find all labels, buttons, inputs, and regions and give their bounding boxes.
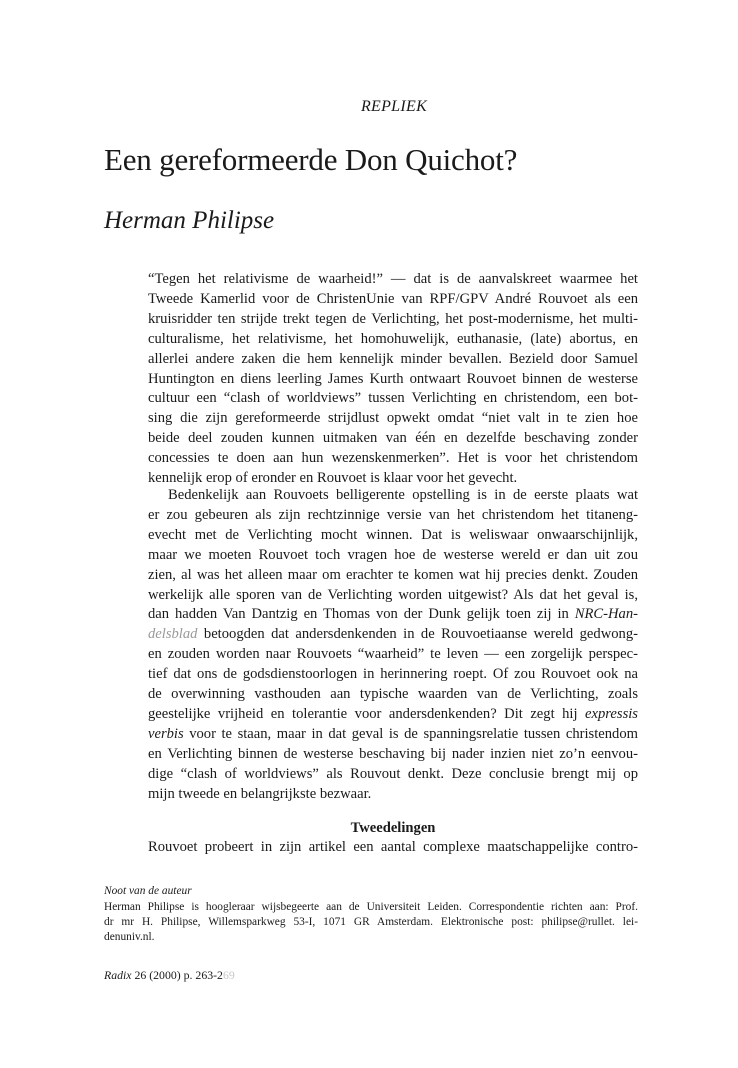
text-line: kennelijk erop of eronder en Rouvoet is klaar voor het gevecht.: [148, 470, 518, 487]
text-line: tief dat ons de godsdienstoorlogen in herinnering roept. Of zou Rouvoet ook na: [148, 666, 638, 683]
text-line: zien, al was het alleen maar om erachter te komen wat hij precies denkt. Zouden: [148, 566, 638, 583]
text-line: [148, 625, 638, 645]
text-line: evecht met de Verlichting mocht winnen. Dat is weliswaar onwaarschijnlijk,: [148, 526, 638, 543]
text-segment: voor te staan, maar in dat geval is de spanningsrelatie tussen christendom: [183, 725, 638, 742]
author-name: Herman Philipse: [104, 207, 275, 234]
latin-phrase: expressis: [585, 705, 638, 722]
text-line: [148, 725, 638, 745]
text-line: dige “clash of worldviews” als Rouvout denkt. Deze conclusie brengt mij op: [148, 765, 638, 782]
paragraph-3: [148, 838, 638, 858]
text-line: [148, 605, 638, 625]
text-line: Rouvoet probeert in zijn artikel een aantal complexe maatschappelijke contro-: [148, 839, 638, 855]
text-segment: dan hadden Van Dantzig en Thomas von der Dunk gelijk toen zij in: [148, 606, 575, 623]
footnote-heading: Noot van de auteur: [104, 885, 192, 897]
paragraph-2: [148, 486, 638, 805]
newspaper-name: delsblad: [148, 626, 198, 643]
journal-name: Radix: [104, 968, 132, 982]
text-line: de overwinning vasthouden aan typische waarden van de Verlichting, zoals: [148, 686, 638, 703]
text-line: Huntington en diens leerling James Kurth ontwaart Rouvoet binnen de westerse: [148, 370, 638, 387]
footnote-line: dr mr H. Philipse, Willemsparkweg 53-I, 1071 GR Amsterdam. Elektronische post: philipse@rullet. lei-: [104, 916, 638, 929]
text-line: culturalisme, het relativisme, het homohuwelijk, euthanasie, (late) abortus, en: [148, 330, 638, 347]
text-line: beide deel zouden kunnen uitmaken van één en dezelfde beschaving zonder: [148, 430, 638, 447]
text-segment: geestelijke vrijheid en tolerantie voor andersdenkenden? Dit zegt hij: [148, 705, 586, 722]
section-label: REPLIEK: [360, 98, 428, 115]
source-citation: [104, 968, 235, 983]
text-line: maar we moeten Rouvoet toch vragen hoe de westerse wereld er dan uit zou: [148, 546, 638, 563]
text-line: allerlei andere zaken die hem kennelijk minder bevallen. Bezield door Samuel: [148, 350, 638, 367]
text-line: werkelijk alle sporen van de Verlichting worden uitgewist? Als dat het geval is,: [148, 586, 638, 603]
text-line: concessies te doen aan hun wezenskenmerken”. Het is voor het christendom: [148, 450, 638, 467]
text-line: “Tegen het relativisme de waarheid!” — dat is de aanvalskreet waarmee het: [148, 271, 638, 287]
text-line: en Verlichting binnen de westerse beschaving bij nader inzien niet zo’n eenvou-: [148, 745, 638, 762]
article-title: Een gereformeerde Don Quichot?: [104, 142, 518, 177]
text-line: sing die zijn gereformeerde strijdlust opwekt omdat “niet valt in te zien hoe: [148, 410, 638, 427]
text-line: Tweede Kamerlid voor de ChristenUnie van RPF/GPV André Rouvoet als een: [148, 290, 638, 307]
latin-phrase: verbis: [148, 725, 184, 742]
text-line: er zou gebeuren als zijn rechtzinnige versie van het christendom het titaneng-: [148, 506, 638, 523]
citation-details: 26 (2000) p. 263-2: [131, 968, 223, 982]
text-segment: betoogden dat andersdenkenden in de Rouvoetiaanse wereld gedwong-: [197, 626, 638, 643]
footnote-line: Herman Philipse is hoogleraar wijsbegeerte aan de Universiteit Leiden. Correspondentie richten aan: Prof.: [104, 901, 638, 913]
text-line: cultuur een “clash of worldviews” tussen Verlichting en christendom, een bot-: [148, 390, 638, 407]
text-line: en zouden worden naar Rouvoets “waarheid” te leven — een zorgelijk perspec-: [148, 646, 638, 663]
text-line: [148, 705, 638, 725]
text-line: mijn tweede en belangrijkste bezwaar.: [148, 785, 372, 802]
footnote-body: [104, 900, 638, 946]
citation-page-end: 69: [222, 968, 235, 982]
section-heading: Tweedelingen: [350, 820, 436, 836]
text-line: Bedenkelijk aan Rouvoets belligerente opstelling is in de eerste plaats wat: [168, 487, 638, 503]
text-line: kruisridder ten strijde trekt tegen de Verlichting, het post-modernisme, het multi-: [148, 310, 638, 327]
paragraph-1: [148, 270, 638, 489]
footnote-line: denuniv.nl.: [104, 931, 155, 944]
newspaper-name: NRC-Han-: [574, 606, 638, 623]
